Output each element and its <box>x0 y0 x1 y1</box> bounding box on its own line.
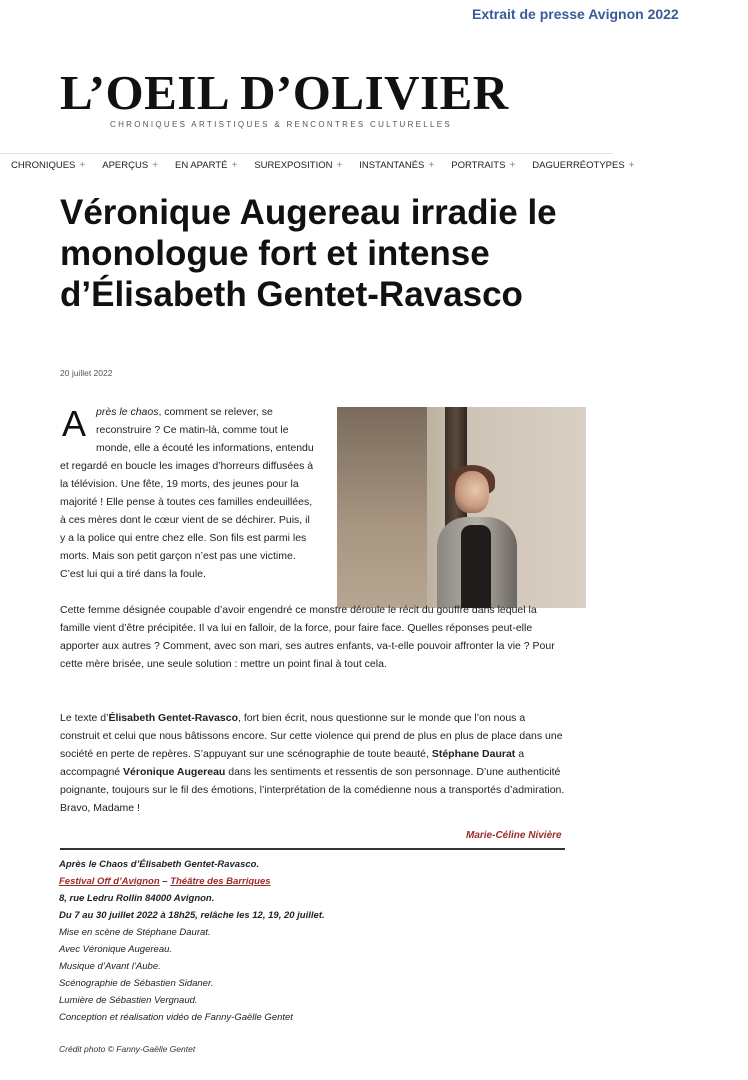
nav-item-label: EN APARTÉ <box>175 160 228 171</box>
paragraph-text: dans les sentiments et ressentis de son personnage. D’une authenticité poignante, toujours sur le fil des émotions, l’interprétation de la comédienne nous a transportés d’admiration. Bravo, Madame ! <box>60 766 565 814</box>
plus-icon: + <box>152 160 159 171</box>
venue-line <box>59 873 559 890</box>
site-tagline: CHRONIQUES ARTISTIQUES & RENCONTRES CULTURELLES <box>110 120 453 129</box>
site-logo[interactable]: L’OEIL D’OLIVIER <box>60 65 509 120</box>
nav-item-portraits[interactable] <box>451 160 515 171</box>
show-title: Après le Chaos d’Élisabeth Gentet-Ravasco. <box>59 859 260 870</box>
credit-line: Mise en scène de Stéphane Daurat. <box>59 927 211 938</box>
show-dates: Du 7 au 30 juillet 2022 à 18h25, relâche les 12, 19, 20 juillet. <box>59 910 325 921</box>
plus-icon: + <box>231 160 238 171</box>
plus-icon: + <box>628 160 635 171</box>
article-date: 20 juillet 2022 <box>60 368 113 378</box>
author-divider <box>60 848 565 850</box>
bold-name: Véronique Augereau <box>123 766 226 778</box>
nav-item-en-aparte[interactable] <box>175 160 237 171</box>
plus-icon: + <box>509 160 516 171</box>
plus-icon: + <box>428 160 435 171</box>
plus-icon: + <box>336 160 343 171</box>
credit-line: Lumière de Sébastien Vergnaud. <box>59 995 198 1006</box>
paragraph-text: Cette femme désignée coupable d’avoir engendré ce monstre déroule le récit du gouffre dans lequel la famille vient d’être précipitée. Il va lui en falloir, de la force, pour faire face. Quelles réponses peut-elle apporter aux autres ? Comment, avec son mari, ses autres enfants, va-t-elle pouvoir affronter la vie ? Pour cette mère brisée, une seule solution : mettre un point final à tout cela. <box>60 604 555 670</box>
nav-item-surexposition[interactable] <box>254 160 342 171</box>
nav-item-label: PORTRAITS <box>451 160 506 171</box>
photo-figure-face <box>455 471 489 513</box>
paragraph-text: , comment se relever, se reconstruire ? Ce matin-là, comme tout le monde, elle a écouté les informations, entendu et regardé en boucle les images d’horreurs diffusées à la télévision. Une fête, 19 morts, des jeunes pour la majorité ! Elle pense à toutes ces familles endeuillées, à ces mères dont le cœur vient de se déchirer. Puis, il y a la police qui entre chez elle. Son fils est parmi les morts. Mais son petit garçon n’est pas une victime. C’est lui qui a tiré dans la foule. <box>60 406 314 580</box>
venue-address: 8, rue Ledru Rollin 84000 Avignon. <box>59 893 215 904</box>
credit-line: Scénographie de Sébastien Sidaner. <box>59 978 214 989</box>
photo-figure-shirt <box>461 525 491 608</box>
article-photo <box>337 407 586 608</box>
article-title: Véronique Augereau irradie le monologue fort et intense d’Élisabeth Gentet-Ravasco <box>60 193 557 314</box>
photo-credit: Crédit photo © Fanny-Gaëlle Gentet <box>59 1044 196 1054</box>
photo-wall <box>337 407 427 608</box>
article-author: Marie-Céline Nivière <box>466 830 562 841</box>
bold-name: Élisabeth Gentet-Ravasco <box>108 712 238 724</box>
festival-link[interactable]: Festival Off d’Avignon <box>59 876 160 887</box>
italic-lead: près le chaos <box>96 406 159 418</box>
plus-icon: + <box>79 160 86 171</box>
article-paragraph-1 <box>60 403 315 583</box>
credit-line: Avec Véronique Augereau. <box>59 944 173 955</box>
paragraph-text: , fort bien écrit, nous questionne sur le monde que l’on nous a construit et celui que nous bâtissons encore. Sur cette violence qui prend de plus en plus de place dans une société en perte de repères. S’appuyant sur une scénographie de toute beauté, <box>60 712 563 760</box>
nav-divider <box>0 153 613 154</box>
credit-line: Conception et réalisation vidéo de Fanny-Gaëlle Gentet <box>59 1012 293 1023</box>
article-paragraph-2 <box>60 601 565 673</box>
nav-item-chroniques[interactable] <box>11 160 85 171</box>
article-paragraph-3 <box>60 709 565 817</box>
nav-item-apercus[interactable] <box>102 160 158 171</box>
show-credits <box>59 856 559 1026</box>
nav-item-label: CHRONIQUES <box>11 160 76 171</box>
nav-item-instantanes[interactable] <box>359 160 434 171</box>
nav-item-label: INSTANTANÉS <box>359 160 425 171</box>
credit-line: Musique d’Avant l’Aube. <box>59 961 161 972</box>
venue-separator: – <box>159 876 171 887</box>
main-nav <box>11 160 635 171</box>
nav-item-label: DAGUERRÉOTYPES <box>532 160 625 171</box>
dropcap: A <box>62 403 87 444</box>
nav-item-label: SUREXPOSITION <box>254 160 333 171</box>
paragraph-text: Le texte d’ <box>60 712 109 724</box>
nav-item-label: APERÇUS <box>102 160 149 171</box>
paragraph-text: a accompagné <box>60 748 525 778</box>
press-tag: Extrait de presse Avignon 2022 <box>472 6 679 22</box>
nav-item-daguerreotypes[interactable] <box>532 160 634 171</box>
theatre-link[interactable]: Théâtre des Barriques <box>170 876 271 887</box>
bold-name: Stéphane Daurat <box>431 748 516 760</box>
